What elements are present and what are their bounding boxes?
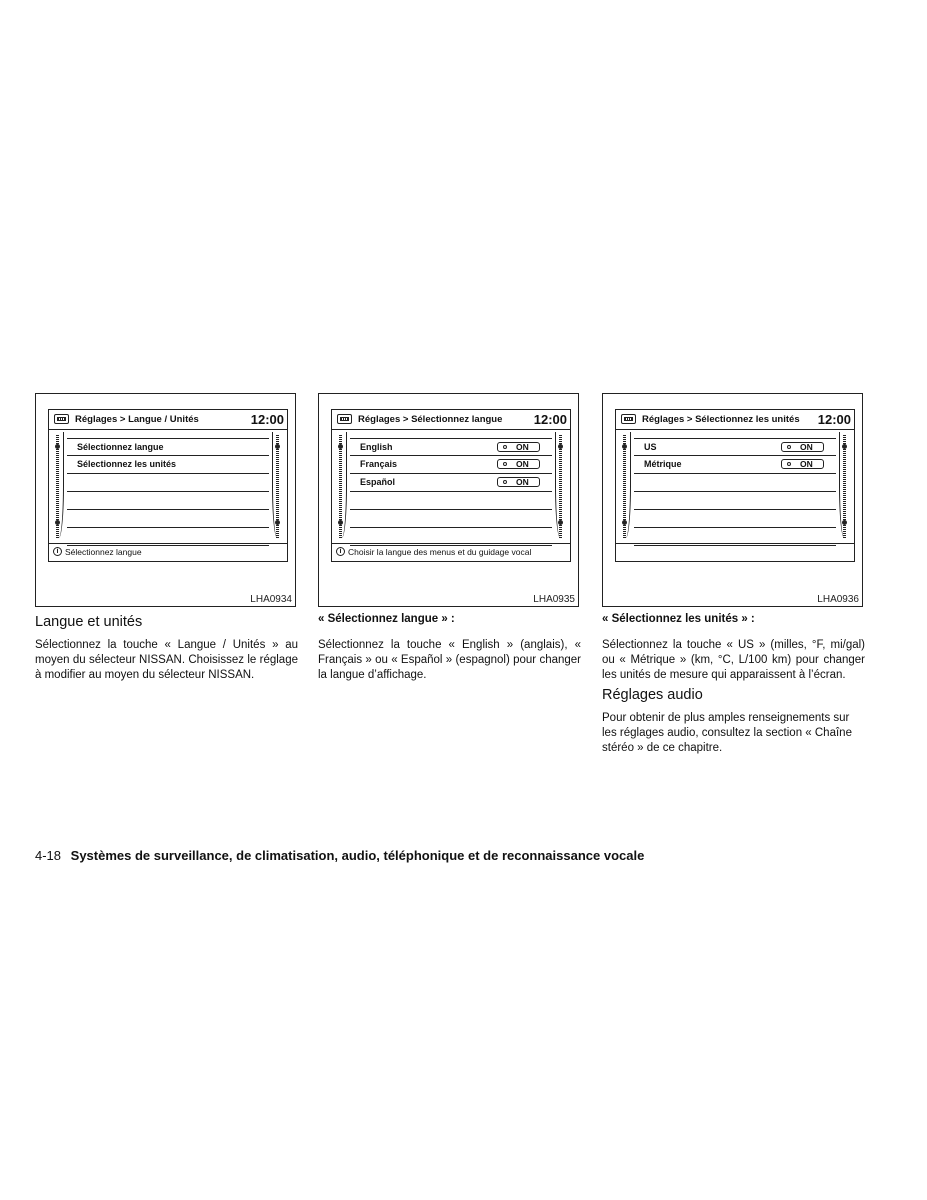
screen-status-text: Choisir la langue des menus et du guidage vocal [348, 547, 532, 557]
menu-row [67, 492, 269, 510]
scroll-marker-icon [55, 520, 60, 525]
on-toggle[interactable] [497, 477, 540, 487]
on-toggle[interactable] [781, 459, 824, 469]
scroll-rail-right[interactable] [838, 432, 852, 540]
paragraph-selectionnez-langue: Sélectionnez la touche « English » (anglais), « Français » ou « Español » (espagnol) pour changer la langue d’affichage. [318, 639, 581, 681]
menu-row[interactable] [634, 456, 836, 474]
display-screen [331, 409, 571, 562]
figure-panel-3 [602, 393, 863, 607]
figure-code: LHA0934 [250, 594, 292, 605]
toggle-indicator-icon [503, 480, 507, 484]
scroll-marker-icon [842, 444, 847, 449]
figure-panel-2 [318, 393, 579, 607]
scroll-marker-icon [842, 520, 847, 525]
scroll-marker-icon [275, 444, 280, 449]
menu-list [67, 438, 269, 558]
scroll-rail-left[interactable] [618, 432, 632, 540]
menu-row[interactable] [350, 474, 552, 492]
screen-title: Réglages > Sélectionnez langue [358, 414, 503, 425]
toggle-label: ON [516, 477, 529, 487]
menu-row [67, 510, 269, 528]
scroll-marker-icon [55, 444, 60, 449]
info-icon: i [53, 547, 62, 556]
menu-row [67, 474, 269, 492]
menu-row[interactable] [67, 456, 269, 474]
on-toggle[interactable] [497, 442, 540, 452]
toggle-label: ON [800, 459, 813, 469]
info-icon: i [336, 547, 345, 556]
display-screen [48, 409, 288, 562]
menu-row-label: Métrique [644, 459, 682, 469]
toggle-label: ON [516, 459, 529, 469]
scroll-marker-icon [558, 444, 563, 449]
menu-list [634, 438, 836, 558]
scroll-rail-left[interactable] [51, 432, 65, 540]
screen-footer [49, 543, 287, 561]
scroll-marker-icon [275, 520, 280, 525]
display-screen [615, 409, 855, 562]
toggle-indicator-icon [503, 462, 507, 466]
screen-status-text: Sélectionnez langue [65, 547, 142, 557]
menu-row [634, 474, 836, 492]
menu-row[interactable] [634, 438, 836, 456]
menu-icon[interactable] [337, 414, 352, 424]
menu-row-label: Sélectionnez langue [77, 442, 164, 452]
menu-row-label: US [644, 442, 657, 452]
menu-row [350, 510, 552, 528]
menu-row-label: English [360, 442, 393, 452]
scroll-marker-icon [622, 444, 627, 449]
toggle-indicator-icon [503, 445, 507, 449]
screen-footer [332, 543, 570, 561]
menu-icon[interactable] [621, 414, 636, 424]
toggle-indicator-icon [787, 462, 791, 466]
scroll-rail-right[interactable] [271, 432, 285, 540]
menu-icon[interactable] [54, 414, 69, 424]
paragraph-reglages-audio: Pour obtenir de plus amples renseignements sur les réglages audio, consultez la section « Chaîne stéréo » de ce chapitre. [602, 712, 852, 754]
screen-title: Réglages > Langue / Unités [75, 414, 199, 425]
figure-code: LHA0936 [817, 594, 859, 605]
menu-row-label: Español [360, 477, 396, 487]
on-toggle[interactable] [781, 442, 824, 452]
scroll-marker-icon [558, 520, 563, 525]
screen-header [332, 410, 570, 430]
scroll-rail-right[interactable] [554, 432, 568, 540]
screen-footer [616, 543, 854, 561]
menu-row [634, 510, 836, 528]
scroll-marker-icon [338, 444, 343, 449]
toggle-indicator-icon [787, 445, 791, 449]
clock: 12:00 [817, 412, 851, 427]
section-heading-langue-unites: Langue et unités [35, 614, 143, 630]
page-footer [35, 848, 644, 863]
paragraph-langue-unites: Sélectionnez la touche « Langue / Unités » au moyen du sélecteur NISSAN. Choisissez le réglage à modifier au moyen du sélecteur NISSAN. [35, 639, 298, 681]
toggle-label: ON [800, 442, 813, 452]
screen-header [49, 410, 287, 430]
subheading-selectionnez-langue: « Sélectionnez langue » : [318, 613, 455, 625]
menu-row[interactable] [350, 438, 552, 456]
subheading-selectionnez-unites: « Sélectionnez les unités » : [602, 613, 755, 625]
paragraph-selectionnez-unites: Sélectionnez la touche « US » (milles, °F, mi/gal) ou « Métrique » (km, °C, L/100 km) pour changer les unités de mesure qui apparaissent à l’écran. [602, 639, 865, 681]
section-heading-reglages-audio: Réglages audio [602, 687, 703, 703]
scroll-marker-icon [338, 520, 343, 525]
chapter-title: Systèmes de surveillance, de climatisation, audio, téléphonique et de reconnaissance vocale [70, 848, 645, 863]
figure-panel-1 [35, 393, 296, 607]
scroll-marker-icon [622, 520, 627, 525]
clock: 12:00 [250, 412, 284, 427]
screen-header [616, 410, 854, 430]
page-number: 4-18 [35, 848, 62, 863]
menu-row-label: Français [360, 459, 398, 469]
menu-row [634, 492, 836, 510]
clock: 12:00 [533, 412, 567, 427]
menu-row-label: Sélectionnez les unités [77, 459, 177, 469]
scroll-rail-left[interactable] [334, 432, 348, 540]
toggle-label: ON [516, 442, 529, 452]
screen-title: Réglages > Sélectionnez les unités [642, 414, 800, 425]
menu-row[interactable] [350, 456, 552, 474]
menu-row[interactable] [67, 438, 269, 456]
figure-code: LHA0935 [533, 594, 575, 605]
on-toggle[interactable] [497, 459, 540, 469]
menu-list [350, 438, 552, 558]
menu-row [350, 492, 552, 510]
